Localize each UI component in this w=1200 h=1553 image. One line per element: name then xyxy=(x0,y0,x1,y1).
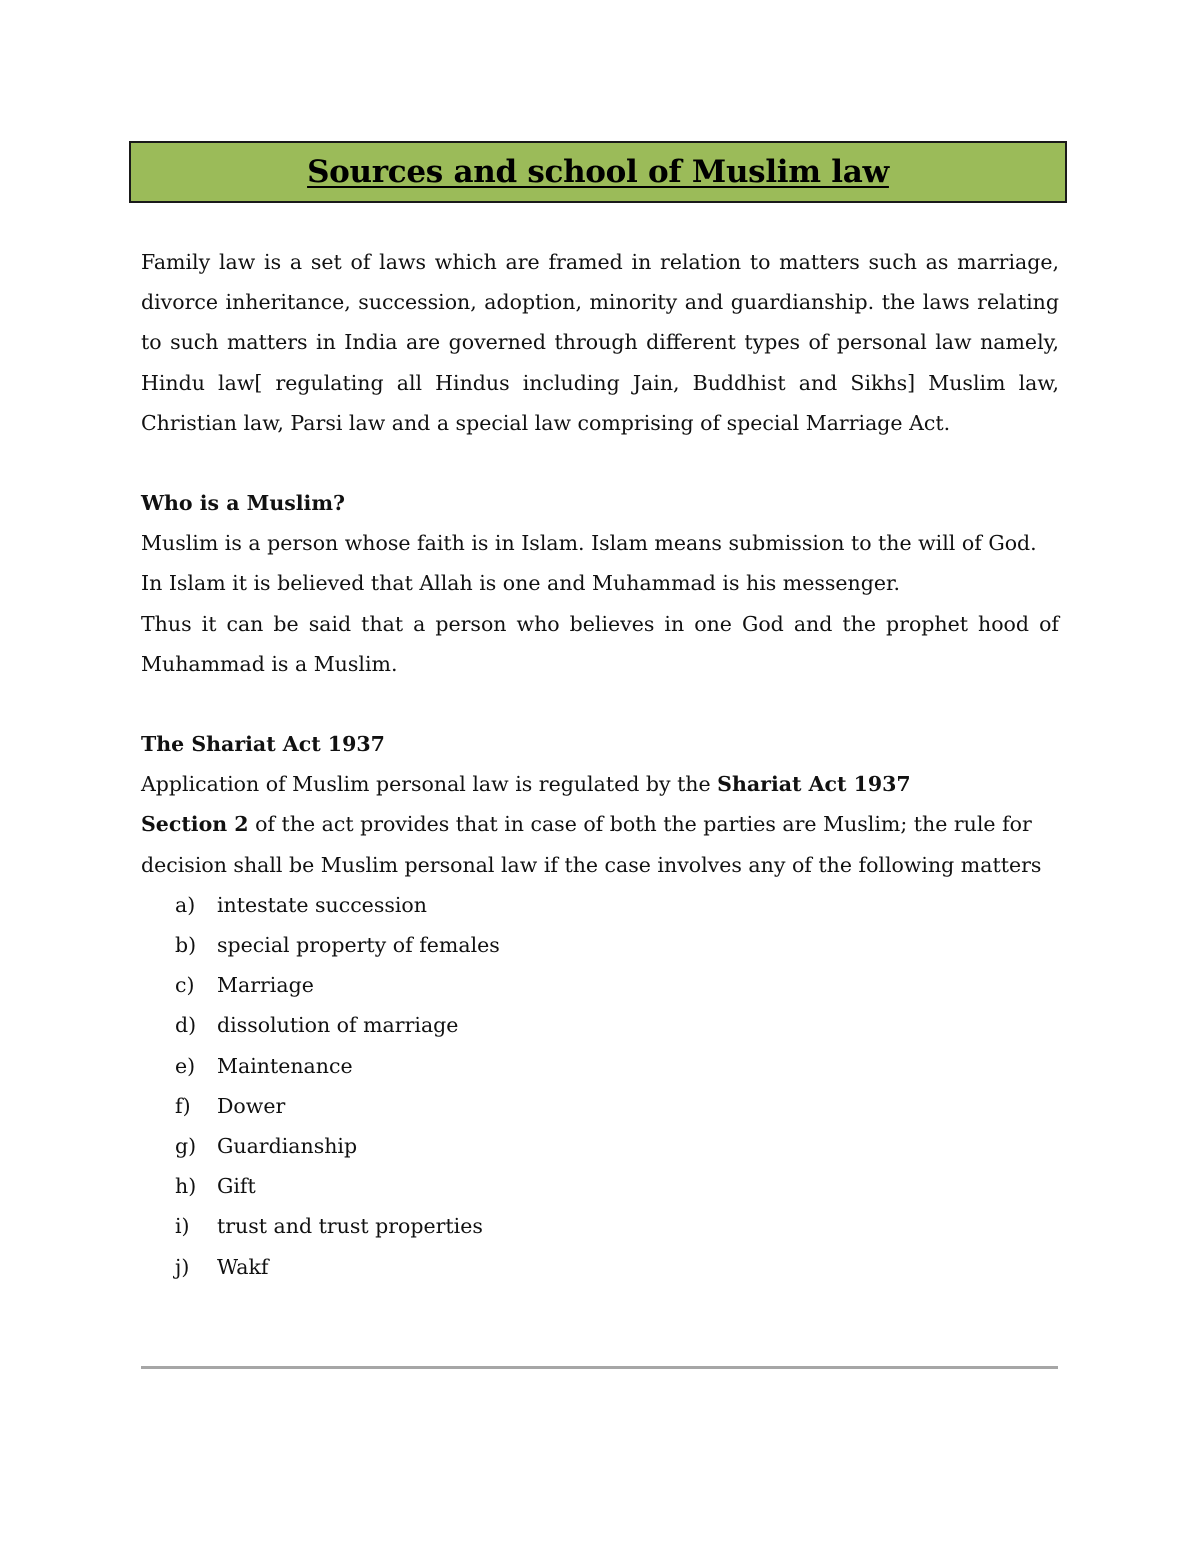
list-item xyxy=(141,1247,1059,1287)
list-item-text: Dower xyxy=(217,1093,286,1118)
list-item xyxy=(141,1166,1059,1206)
footer-divider xyxy=(141,1366,1058,1369)
who-is-muslim-paragraph-2: Thus it can be said that a person who believes in one God and the prophet hood of Muhammad is a Muslim. xyxy=(141,611,1059,676)
shariat-act-heading: The Shariat Act 1937 xyxy=(141,732,385,757)
application-text: Application of Muslim personal law is regulated by the xyxy=(141,772,718,797)
list-marker: e) xyxy=(175,1053,196,1078)
list-marker: c) xyxy=(175,973,195,998)
document-body xyxy=(141,242,1059,1287)
list-marker: j) xyxy=(175,1254,190,1279)
who-is-muslim-paragraph-1: Muslim is a person whose faith is in Islam. Islam means submission to the will of God. In Islam it is believed that Allah is one and Muhammad is his messenger. xyxy=(141,531,1037,596)
list-marker: a) xyxy=(175,892,196,917)
title-banner xyxy=(129,141,1067,203)
list-item xyxy=(141,1126,1059,1166)
list-item-text: dissolution of marriage xyxy=(217,1013,459,1038)
application-act-name: Shariat Act 1937 xyxy=(717,772,911,797)
intro-paragraph: Family law is a set of laws which are framed in relation to matters such as marriage, divorce inheritance, succession, adoption, minority and guardianship. the laws relating to such matters in India are governed through different types of personal law namely, Hindu law[ regulating all Hindus including Jain, Buddhist and Sikhs] Muslim law, Christian law, Parsi law and a special law comprising of special Marriage Act. xyxy=(141,250,1059,435)
list-item xyxy=(141,1046,1059,1086)
list-item xyxy=(141,1206,1059,1246)
list-item-text: intestate succession xyxy=(217,892,427,917)
list-marker: f) xyxy=(175,1093,191,1118)
matters-list xyxy=(141,885,1059,1287)
section-gap xyxy=(141,443,1059,483)
list-item xyxy=(141,885,1059,925)
section-2-label: Section 2 xyxy=(141,812,249,837)
section-2-paragraph xyxy=(141,804,1059,884)
list-item-text: Wakf xyxy=(217,1254,269,1279)
list-marker: h) xyxy=(175,1174,197,1199)
list-marker: d) xyxy=(175,1013,197,1038)
list-item xyxy=(141,965,1059,1005)
list-marker: g) xyxy=(175,1134,197,1159)
page-title: Sources and school of Muslim law xyxy=(307,154,889,190)
shariat-application-paragraph xyxy=(141,764,1059,804)
list-item-text: trust and trust properties xyxy=(217,1214,483,1239)
list-item xyxy=(141,925,1059,965)
list-marker: b) xyxy=(175,933,197,958)
section-gap xyxy=(141,684,1059,724)
list-item-text: Maintenance xyxy=(217,1053,353,1078)
list-item-text: special property of females xyxy=(217,933,500,958)
section-2-text: of the act provides that in case of both the parties are Muslim; the rule for decision shall be Muslim personal law if the case involves any of the following matters xyxy=(141,812,1042,877)
list-item xyxy=(141,1086,1059,1126)
list-item xyxy=(141,1005,1059,1045)
who-is-muslim-heading: Who is a Muslim? xyxy=(141,491,346,516)
list-item-text: Marriage xyxy=(217,973,314,998)
list-marker: i) xyxy=(175,1214,190,1239)
list-item-text: Gift xyxy=(217,1174,256,1199)
list-item-text: Guardianship xyxy=(217,1134,358,1159)
